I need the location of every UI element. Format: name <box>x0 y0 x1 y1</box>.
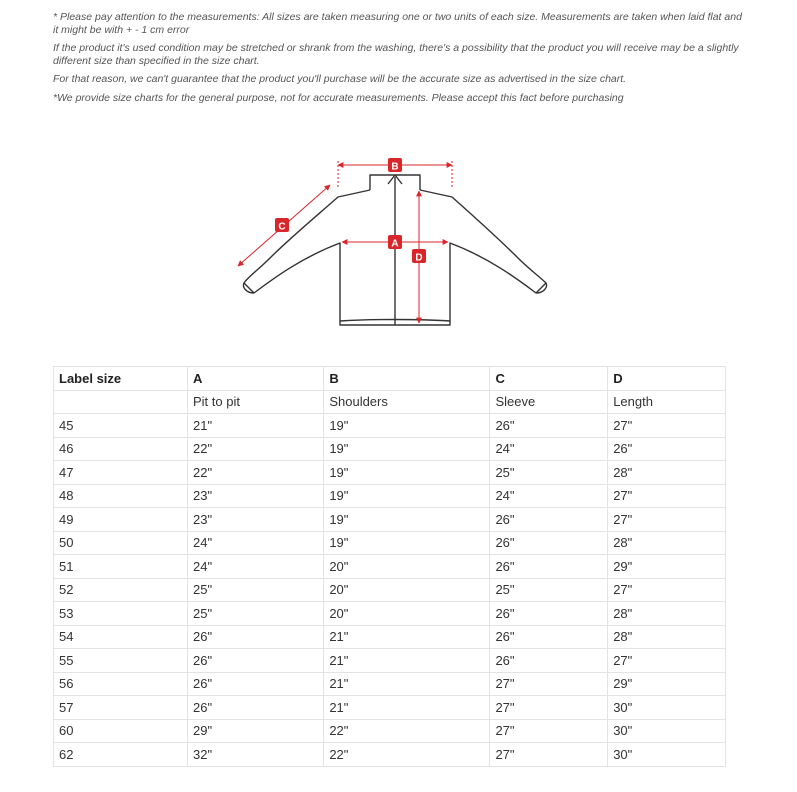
cell-length: 30" <box>608 719 726 743</box>
header-c: C <box>490 367 608 391</box>
cell-length: 27" <box>608 578 726 602</box>
label-b: B <box>391 161 399 173</box>
table-row <box>54 719 726 743</box>
cell-length: 30" <box>608 696 726 720</box>
cell-shoulders: 21" <box>324 672 490 696</box>
cell-shoulders: 20" <box>324 555 490 579</box>
cell-pit-to-pit: 22" <box>188 437 324 461</box>
cell-sleeve: 26" <box>490 531 608 555</box>
cell-length: 30" <box>608 743 726 767</box>
subheader-pit-to-pit: Pit to pit <box>188 390 324 414</box>
table-row <box>54 437 726 461</box>
cell-length: 27" <box>608 484 726 508</box>
table-row <box>54 461 726 485</box>
cell-label-size: 49 <box>54 508 188 532</box>
jacket-measurement-diagram <box>230 153 560 333</box>
label-a: A <box>391 238 399 250</box>
cell-pit-to-pit: 23" <box>188 508 324 532</box>
table-row <box>54 484 726 508</box>
table-row <box>54 508 726 532</box>
cell-shoulders: 19" <box>324 461 490 485</box>
cell-pit-to-pit: 26" <box>188 696 324 720</box>
cell-label-size: 62 <box>54 743 188 767</box>
note-no-guarantee: For that reason, we can't guarantee that the product you'll purchase will be the accurate size as advertised in the size chart. <box>53 73 627 85</box>
cell-label-size: 48 <box>54 484 188 508</box>
jacket-outline <box>243 175 546 325</box>
cell-length: 28" <box>608 461 726 485</box>
table-row <box>54 743 726 767</box>
cell-label-size: 55 <box>54 649 188 673</box>
label-d-marker <box>412 249 426 264</box>
cell-label-size: 53 <box>54 602 188 626</box>
cell-pit-to-pit: 26" <box>188 649 324 673</box>
cell-shoulders: 19" <box>324 531 490 555</box>
cell-pit-to-pit: 26" <box>188 672 324 696</box>
table-header-row <box>54 367 726 391</box>
header-b: B <box>324 367 490 391</box>
header-label-size: Label size <box>54 367 188 391</box>
cell-pit-to-pit: 24" <box>188 555 324 579</box>
cell-label-size: 46 <box>54 437 188 461</box>
cell-label-size: 52 <box>54 578 188 602</box>
cell-shoulders: 20" <box>324 602 490 626</box>
table-row <box>54 531 726 555</box>
cell-length: 26" <box>608 437 726 461</box>
cell-label-size: 56 <box>54 672 188 696</box>
cell-pit-to-pit: 21" <box>188 414 324 438</box>
cell-sleeve: 24" <box>490 437 608 461</box>
cell-length: 28" <box>608 602 726 626</box>
label-b-marker <box>388 158 402 173</box>
table-row <box>54 414 726 438</box>
cell-pit-to-pit: 25" <box>188 578 324 602</box>
cell-shoulders: 19" <box>324 437 490 461</box>
label-c-marker <box>275 218 289 233</box>
cell-sleeve: 27" <box>490 719 608 743</box>
table-row <box>54 696 726 720</box>
cell-pit-to-pit: 23" <box>188 484 324 508</box>
cell-shoulders: 19" <box>324 414 490 438</box>
table-row <box>54 578 726 602</box>
header-a: A <box>188 367 324 391</box>
cell-length: 27" <box>608 414 726 438</box>
cell-length: 29" <box>608 672 726 696</box>
cell-sleeve: 26" <box>490 649 608 673</box>
table-row <box>54 672 726 696</box>
cell-sleeve: 24" <box>490 484 608 508</box>
cell-sleeve: 25" <box>490 578 608 602</box>
cell-label-size: 57 <box>54 696 188 720</box>
cell-length: 29" <box>608 555 726 579</box>
note-general-purpose: *We provide size charts for the general purpose, not for accurate measurements. Please accept this fact before purchasing <box>53 91 624 104</box>
label-d: D <box>415 252 423 264</box>
cell-pit-to-pit: 25" <box>188 602 324 626</box>
subheader-shoulders: Shoulders <box>324 390 490 414</box>
cell-label-size: 60 <box>54 719 188 743</box>
cell-shoulders: 21" <box>324 696 490 720</box>
header-d: D <box>608 367 726 391</box>
label-c: C <box>278 221 286 233</box>
cell-pit-to-pit: 24" <box>188 531 324 555</box>
subheader-length: Length <box>608 390 726 414</box>
cell-label-size: 50 <box>54 531 188 555</box>
cell-sleeve: 26" <box>490 414 608 438</box>
cell-pit-to-pit: 22" <box>188 461 324 485</box>
cell-label-size: 45 <box>54 414 188 438</box>
cell-label-size: 54 <box>54 625 188 649</box>
cell-pit-to-pit: 32" <box>188 743 324 767</box>
table-row <box>54 555 726 579</box>
cell-shoulders: 22" <box>324 719 490 743</box>
cell-length: 28" <box>608 625 726 649</box>
subheader-empty <box>54 390 188 414</box>
note-used-condition: If the product it's used condition may be stretched or shrank from the washing, there's a possibility that the product you will receive may be a slightly different size than specified in the size chart. <box>53 42 739 67</box>
cell-shoulders: 19" <box>324 484 490 508</box>
cell-pit-to-pit: 26" <box>188 625 324 649</box>
note-measurement-error: * Please pay attention to the measurements: All sizes are taken measuring one or two units of each size. Measurements are taken when laid flat and it might be with + - 1 cm error <box>53 11 742 36</box>
cell-sleeve: 26" <box>490 602 608 626</box>
table-row <box>54 625 726 649</box>
cell-sleeve: 27" <box>490 743 608 767</box>
table-row <box>54 649 726 673</box>
cell-length: 27" <box>608 649 726 673</box>
cell-label-size: 47 <box>54 461 188 485</box>
cell-pit-to-pit: 29" <box>188 719 324 743</box>
cell-shoulders: 21" <box>324 649 490 673</box>
cell-label-size: 51 <box>54 555 188 579</box>
table-subheader-row <box>54 390 726 414</box>
cell-sleeve: 26" <box>490 625 608 649</box>
subheader-sleeve: Sleeve <box>490 390 608 414</box>
cell-length: 28" <box>608 531 726 555</box>
cell-shoulders: 20" <box>324 578 490 602</box>
label-a-marker <box>388 235 402 250</box>
cell-shoulders: 19" <box>324 508 490 532</box>
cell-length: 27" <box>608 508 726 532</box>
cell-sleeve: 26" <box>490 508 608 532</box>
cell-sleeve: 27" <box>490 672 608 696</box>
cell-sleeve: 25" <box>490 461 608 485</box>
cell-shoulders: 22" <box>324 743 490 767</box>
cell-sleeve: 27" <box>490 696 608 720</box>
cell-sleeve: 26" <box>490 555 608 579</box>
table-row <box>54 602 726 626</box>
size-chart-table <box>53 366 726 767</box>
measurement-notes <box>53 11 743 110</box>
cell-shoulders: 21" <box>324 625 490 649</box>
